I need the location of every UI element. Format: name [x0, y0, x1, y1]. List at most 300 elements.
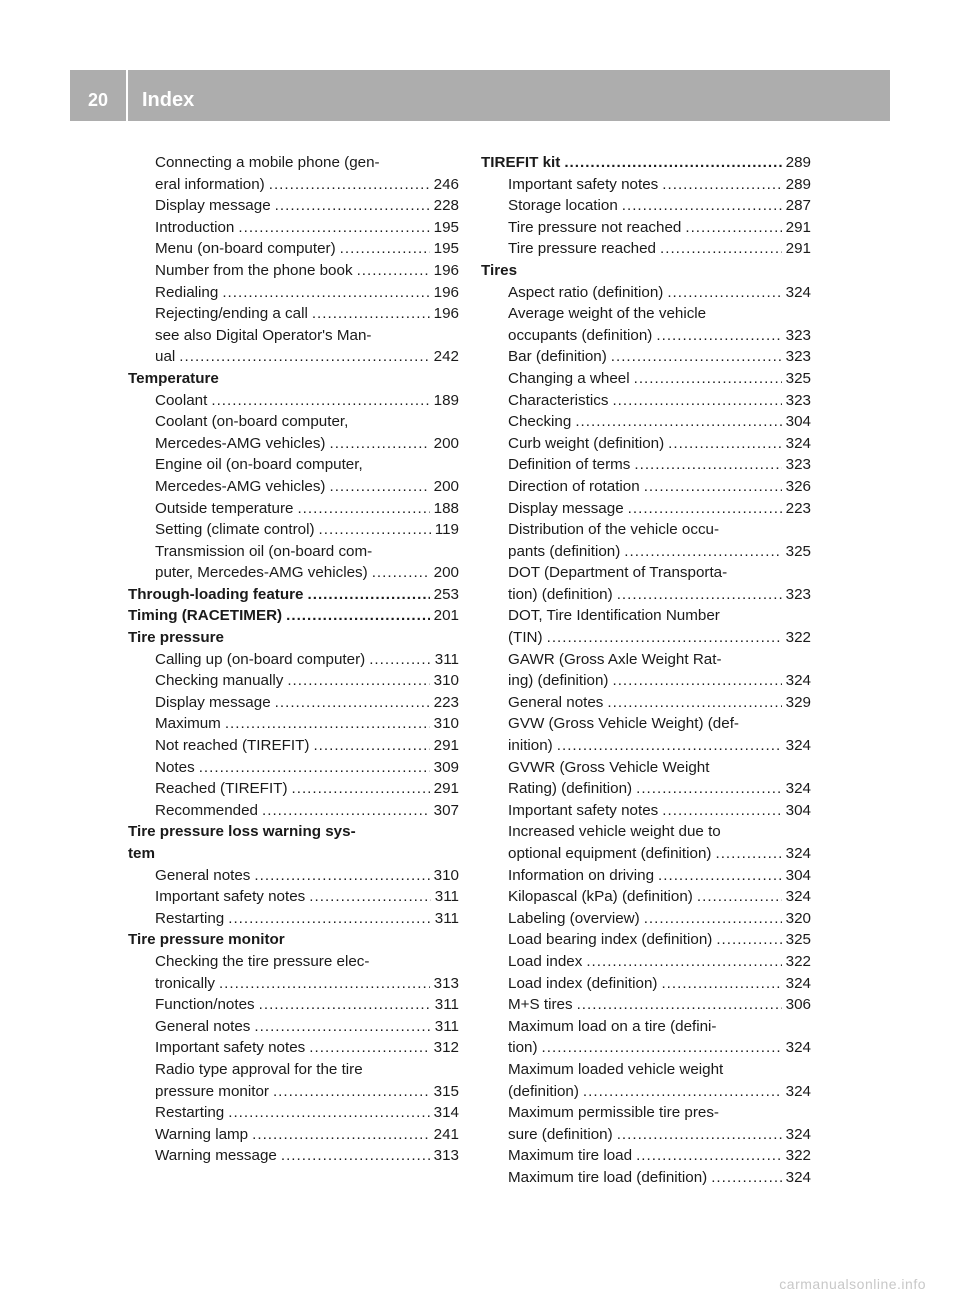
header-divider [126, 70, 128, 121]
index-subentry [128, 1037, 459, 1059]
index-subentry [481, 1059, 811, 1081]
index-entry-text: Load index (definition) [508, 974, 658, 992]
index-subentry [128, 1059, 459, 1081]
dot-leader [557, 735, 782, 757]
index-page-number: 322 [785, 952, 811, 970]
index-page-number: 189 [433, 391, 459, 409]
index-entry-text: Calling up (on-board computer) [155, 650, 366, 668]
index-page-number: 324 [785, 1125, 811, 1143]
index-entry-text: Reached (TIREFIT) [155, 780, 288, 798]
index-entry-text: tronically [155, 974, 215, 992]
index-subentry [481, 843, 811, 865]
index-entry-text: Average weight of the vehicle [508, 305, 707, 323]
index-page-number: 304 [785, 866, 811, 884]
index-entry-text: Coolant [155, 391, 208, 409]
index-entry-text: (definition) [508, 1082, 579, 1100]
index-subentry [128, 670, 459, 692]
index-heading [128, 368, 459, 390]
dot-leader [313, 735, 429, 757]
index-subentry [481, 649, 811, 671]
dot-leader [612, 670, 781, 692]
index-page-number: 310 [433, 672, 459, 690]
index-entry-text: Important safety notes [508, 801, 659, 819]
index-page-number: 223 [433, 693, 459, 711]
index-entry-text: pressure monitor [155, 1082, 269, 1100]
index-page-number: 307 [433, 801, 459, 819]
index-page-number: 324 [785, 283, 811, 301]
index-page-number: 314 [433, 1104, 459, 1122]
index-subentry [128, 325, 459, 347]
dot-leader [661, 973, 781, 995]
dot-leader [312, 303, 430, 325]
dot-leader [564, 152, 781, 174]
index-entry-text: Important safety notes [155, 888, 306, 906]
watermark: carmanualsonline.info [779, 1276, 926, 1292]
index-page-number: 306 [785, 996, 811, 1014]
index-page-number: 324 [785, 1168, 811, 1186]
index-entry-text: Characteristics [508, 391, 609, 409]
index-subentry [128, 390, 459, 412]
dot-leader [199, 757, 430, 779]
index-page-number: 196 [433, 261, 459, 279]
dot-leader [252, 1124, 430, 1146]
index-subentry [128, 800, 459, 822]
index-entry-text: Warning message [155, 1147, 277, 1165]
index-subentry [481, 1145, 811, 1167]
index-page-number: 310 [433, 866, 459, 884]
index-page-number: 324 [785, 780, 811, 798]
index-subentry [128, 476, 459, 498]
index-subentry [481, 390, 811, 412]
index-page-number: 304 [785, 413, 811, 431]
index-subentry [128, 562, 459, 584]
index-subentry [481, 1167, 811, 1189]
index-entry-text: Increased vehicle weight due to [508, 823, 721, 841]
index-entry-text: TIREFIT kit [481, 154, 561, 171]
index-subentry [128, 152, 459, 174]
index-entry-text: Rating) (definition) [508, 780, 633, 798]
index-subentry [128, 174, 459, 196]
index-entry-text: Warning lamp [155, 1125, 249, 1143]
index-entry-text: Timing (RACETIMER) [128, 607, 283, 625]
index-entry-text: optional equipment (definition) [508, 845, 712, 862]
index-subentry [128, 735, 459, 757]
index-subentry [481, 929, 811, 951]
index-entry-text: Temperature [128, 369, 219, 387]
index-page-number: 246 [433, 175, 459, 193]
index-subentry [128, 778, 459, 800]
index-subentry [481, 735, 811, 757]
index-heading [128, 929, 459, 951]
dot-leader [636, 1145, 782, 1167]
index-subentry [481, 1081, 811, 1103]
dot-leader [583, 1081, 782, 1103]
dot-leader [225, 713, 430, 735]
index-subentry [481, 778, 811, 800]
index-heading [481, 260, 811, 282]
dot-leader [586, 951, 781, 973]
dot-leader [715, 843, 781, 865]
index-entry-text: Maximum tire load (definition) [508, 1168, 708, 1186]
index-subentry [481, 174, 811, 196]
index-subentry [481, 1102, 811, 1124]
index-page-number: 324 [785, 672, 811, 690]
index-entry-text: Recommended [155, 801, 258, 819]
index-subentry [481, 584, 811, 606]
index-page-number: 291 [433, 780, 459, 798]
index-entry-text: occupants (definition) [508, 326, 653, 344]
index-subentry [128, 411, 459, 433]
index-page-number: 324 [785, 888, 811, 906]
index-subentry [481, 951, 811, 973]
index-entry-text: Transmission oil (on-board com- [155, 542, 373, 560]
index-entry-text: (TIN) [508, 629, 543, 647]
index-entry-text: Definition of terms [508, 456, 631, 474]
index-heading [128, 584, 459, 606]
dot-leader [292, 778, 430, 800]
index-subentry [128, 1016, 459, 1038]
index-page-number: 200 [433, 564, 459, 582]
dot-leader [636, 778, 782, 800]
index-entry-text: Menu (on-board computer) [155, 240, 336, 258]
index-entry-text: tion) (definition) [508, 585, 613, 603]
index-page-number: 195 [433, 240, 459, 258]
dot-leader [660, 238, 782, 260]
index-entry-text: Restarting [155, 1104, 225, 1122]
index-entry-text: Labeling (overview) [508, 909, 640, 927]
index-page-number: 323 [785, 348, 811, 366]
index-entry-text: DOT, Tire Identification Number [508, 607, 720, 625]
index-subentry [128, 865, 459, 887]
index-heading [128, 821, 459, 843]
index-subentry [128, 282, 459, 304]
index-entry-text: Tires [481, 261, 518, 279]
index-entry-text: Distribution of the vehicle occu- [508, 521, 720, 539]
index-entry-text: Aspect ratio (definition) [508, 283, 664, 301]
index-page-number: 326 [785, 477, 811, 495]
index-entry-text: GVW (Gross Vehicle Weight) (def- [508, 715, 739, 733]
index-entry-text: Checking the tire pressure elec- [155, 952, 370, 970]
dot-leader [711, 1167, 781, 1189]
index-entry-text: Direction of rotation [508, 477, 640, 495]
index-entry-text: GVWR (Gross Vehicle Weight [508, 758, 710, 776]
dot-leader [369, 649, 431, 671]
dot-leader [668, 433, 781, 455]
dot-leader [617, 584, 782, 606]
index-subentry [128, 195, 459, 217]
index-entry-text: Display message [155, 693, 271, 711]
index-page-number: 312 [433, 1039, 459, 1057]
index-page-number: 119 [434, 521, 459, 539]
index-entry-text: General notes [508, 693, 604, 711]
index-subentry [481, 1124, 811, 1146]
index-page-number: 325 [785, 542, 811, 560]
dot-leader [309, 1037, 429, 1059]
dot-leader [259, 994, 431, 1016]
index-entry-text: sure (definition) [508, 1125, 613, 1143]
index-page-number: 311 [434, 888, 459, 906]
dot-leader [658, 865, 782, 887]
index-page-number: 228 [433, 197, 459, 215]
index-subentry [128, 454, 459, 476]
index-subentry [128, 713, 459, 735]
index-page-number: 320 [785, 909, 811, 927]
index-entry-text: Important safety notes [508, 175, 659, 193]
index-entry-text: ual [155, 348, 176, 366]
index-subentry [481, 519, 811, 541]
dot-leader [612, 390, 781, 412]
index-page-number: 291 [433, 737, 459, 755]
index-subentry [128, 908, 459, 930]
index-entry-text: Load bearing index (definition) [508, 931, 713, 949]
dot-leader [179, 346, 429, 368]
index-entry-text: Maximum tire load [508, 1147, 633, 1165]
index-entry-text: Load index [508, 952, 583, 970]
index-page-number: 311 [434, 650, 459, 668]
page-header [70, 70, 890, 121]
index-subentry [481, 325, 811, 347]
index-subentry [128, 886, 459, 908]
index-subentry [128, 1124, 459, 1146]
dot-leader [542, 1037, 782, 1059]
index-entry-text: Changing a wheel [508, 369, 630, 387]
index-entry-text: tem [128, 845, 156, 862]
index-subentry [481, 282, 811, 304]
index-entry-text: Through-loading feature [128, 585, 304, 603]
index-subentry [481, 217, 811, 239]
index-subentry [481, 346, 811, 368]
dot-leader [254, 1016, 430, 1038]
dot-leader [662, 174, 781, 196]
index-subentry [481, 908, 811, 930]
dot-leader [308, 584, 430, 606]
index-entry-text: Display message [508, 499, 624, 517]
index-subentry [481, 454, 811, 476]
index-subentry [481, 238, 811, 260]
index-subentry [128, 994, 459, 1016]
index-page-number: 323 [785, 456, 811, 474]
index-page-number: 200 [433, 477, 459, 495]
index-entry-text: ing) (definition) [508, 672, 609, 690]
index-page-number: 223 [785, 499, 811, 517]
index-page-number: 324 [785, 1082, 811, 1100]
index-page-number: 291 [785, 218, 811, 236]
index-subentry [481, 886, 811, 908]
index-entry-text: Maximum [155, 715, 221, 733]
dot-leader [238, 217, 429, 239]
index-entry-text: Rejecting/ending a call [155, 305, 308, 323]
dot-leader [275, 692, 430, 714]
index-subentry [128, 692, 459, 714]
index-entry-text: Engine oil (on-board computer, [155, 456, 363, 474]
index-entry-text: Display message [155, 197, 271, 215]
index-entry-text: Tire pressure [128, 629, 224, 647]
index-subentry [128, 498, 459, 520]
index-entry-text: see also Digital Operator's Man- [155, 326, 372, 344]
index-subentry [128, 346, 459, 368]
index-page-number: 324 [785, 434, 811, 452]
dot-leader [611, 346, 782, 368]
index-entry-text: Radio type approval for the tire [155, 1060, 363, 1078]
index-subentry [481, 303, 811, 325]
index-entry-text: Not reached (TIREFIT) [155, 737, 310, 755]
index-subentry [128, 973, 459, 995]
index-entry-text: General notes [155, 1017, 251, 1035]
index-entry-text: GAWR (Gross Axle Weight Rat- [508, 650, 722, 668]
index-entry-text: pants (definition) [508, 542, 621, 560]
index-subentry [481, 627, 811, 649]
index-entry-text: puter, Mercedes-AMG vehicles) [155, 564, 368, 582]
index-entry-text: Outside temperature [155, 499, 294, 517]
index-page-number: 289 [785, 154, 811, 171]
index-subentry [481, 692, 811, 714]
index-page-number: 322 [785, 629, 811, 647]
index-column-right [481, 152, 811, 1189]
index-subentry [481, 433, 811, 455]
index-entry-text: Information on driving [508, 866, 655, 884]
dot-leader [644, 476, 782, 498]
index-subentry [481, 541, 811, 563]
index-entry-text: Connecting a mobile phone (gen- [155, 154, 380, 171]
index-entry-text: Redialing [155, 283, 219, 301]
dot-leader [309, 886, 431, 908]
index-subentry [481, 821, 811, 843]
index-page-number: 289 [785, 175, 811, 193]
dot-leader [357, 260, 430, 282]
section-title: Index [142, 89, 195, 111]
dot-leader [211, 390, 429, 412]
dot-leader [716, 929, 781, 951]
index-entry-text: Setting (climate control) [155, 521, 315, 539]
index-subentry [128, 1145, 459, 1167]
index-subentry [481, 973, 811, 995]
index-subentry [128, 217, 459, 239]
index-page-number: 311 [434, 1017, 459, 1035]
dot-leader [273, 1081, 430, 1103]
index-entry-text: Mercedes-AMG vehicles) [155, 477, 326, 495]
index-page-number: 253 [433, 585, 459, 603]
dot-leader [685, 217, 781, 239]
dot-leader [286, 605, 430, 627]
index-page-number: 323 [785, 585, 811, 603]
dot-leader [287, 670, 429, 692]
index-subentry [481, 476, 811, 498]
dot-leader [254, 865, 429, 887]
index-subentry [128, 541, 459, 563]
dot-leader [634, 454, 781, 476]
index-page-number: 291 [785, 240, 811, 258]
page-number: 20 [87, 90, 109, 110]
index-page-number: 325 [785, 369, 811, 387]
dot-leader [607, 692, 781, 714]
index-entry-text: M+S tires [508, 996, 573, 1014]
index-entry-text: Important safety notes [155, 1039, 306, 1057]
index-entry-text: inition) [508, 737, 553, 755]
index-entry-text: Number from the phone book [155, 261, 353, 279]
index-page-number: 188 [433, 499, 459, 517]
index-subentry [481, 757, 811, 779]
index-page-number: 196 [433, 305, 459, 323]
index-entry-text: Tire pressure loss warning sys- [128, 823, 356, 841]
index-entry-text: Mercedes-AMG vehicles) [155, 434, 326, 452]
index-page-number: 195 [433, 218, 459, 236]
index-page-number: 313 [433, 974, 459, 992]
index-entry-text: Maximum load on a tire (defini- [508, 1017, 717, 1035]
index-page-number: 311 [434, 996, 459, 1014]
index-subentry [128, 649, 459, 671]
dot-leader [667, 282, 781, 304]
dot-leader [644, 908, 782, 930]
dot-leader [228, 908, 431, 930]
index-subentry [481, 1037, 811, 1059]
dot-leader [662, 800, 781, 822]
index-page-number: 324 [785, 1039, 811, 1057]
index-entry-text: Notes [155, 758, 195, 776]
index-heading [128, 627, 459, 649]
index-subentry [128, 1102, 459, 1124]
index-entry-text: Bar (definition) [508, 348, 607, 366]
index-page-number: 242 [433, 348, 459, 366]
index-subentry [128, 303, 459, 325]
index-subentry [128, 757, 459, 779]
index-subentry [481, 865, 811, 887]
index-page-number: 241 [433, 1125, 459, 1143]
dot-leader [624, 541, 781, 563]
dot-leader [262, 800, 430, 822]
index-entry-text: Restarting [155, 909, 225, 927]
index-subentry [128, 951, 459, 973]
index-entry-text: Kilopascal (kPa) (definition) [508, 888, 693, 906]
dot-leader [622, 195, 782, 217]
dot-leader [269, 174, 430, 196]
index-entry-text: Coolant (on-board computer, [155, 413, 349, 431]
index-heading [128, 843, 459, 865]
dot-leader [575, 411, 781, 433]
index-subentry [481, 1016, 811, 1038]
index-page-number: 324 [785, 737, 811, 755]
index-page-number: 196 [433, 283, 459, 301]
dot-leader [340, 238, 430, 260]
index-page-number: 322 [785, 1147, 811, 1165]
dot-leader [329, 433, 429, 455]
index-page-number: 324 [785, 974, 811, 992]
index-entry-text: Storage location [508, 197, 618, 215]
index-subentry [128, 519, 459, 541]
index-subentry [481, 498, 811, 520]
dot-leader [297, 498, 429, 520]
index-subentry [128, 1081, 459, 1103]
dot-leader [628, 498, 782, 520]
index-subentry [481, 411, 811, 433]
index-page-number: 309 [433, 758, 459, 776]
dot-leader [222, 282, 429, 304]
index-page-number: 311 [434, 909, 459, 927]
index-subentry [481, 605, 811, 627]
dot-leader [219, 973, 430, 995]
index-subentry [481, 368, 811, 390]
dot-leader [372, 562, 430, 584]
dot-leader [319, 519, 431, 541]
index-subentry [128, 238, 459, 260]
dot-leader [697, 886, 782, 908]
index-page-number: 329 [785, 693, 811, 711]
index-subentry [128, 260, 459, 282]
index-entry-text: Function/notes [155, 996, 255, 1014]
index-page-number: 325 [785, 931, 811, 949]
index-entry-text: Tire pressure monitor [128, 931, 285, 949]
index-subentry [128, 433, 459, 455]
index-entry-text: Maximum loaded vehicle weight [508, 1060, 724, 1078]
